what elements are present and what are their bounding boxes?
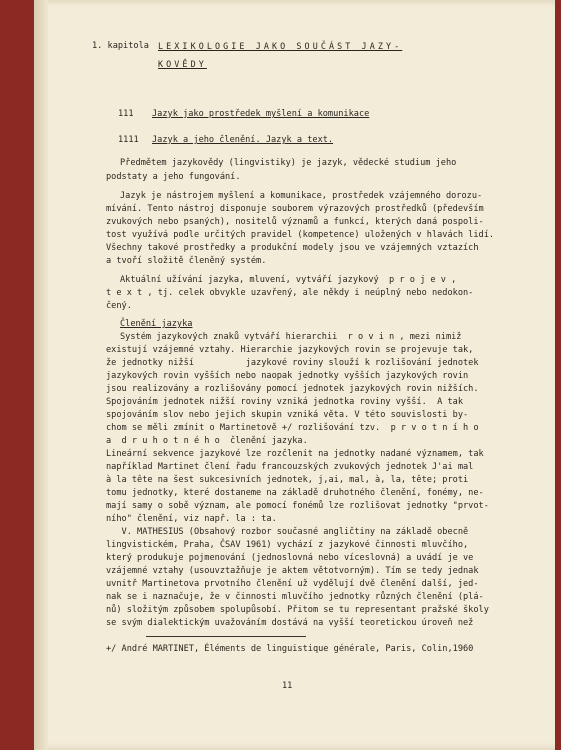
paragraph-2-line-1: Jazyk je nástrojem myšlení a komunikace, prostředek vzájemného dorozu- — [120, 191, 483, 201]
paragraph-3-line-1: Aktuální užívání jazyka, mluvení, vytváří jazykový p r o j e v , — [120, 275, 457, 285]
heading-111-number: 111 — [118, 109, 134, 119]
paragraph-4-line-11: například Martinet člení řadu francouzských zvukových jednotek J'ai mal — [106, 462, 474, 472]
paragraph-4-line-16: V. MATHESIUS (Obsahový rozbor současné angličtiny na základě obecně — [106, 527, 469, 537]
paragraph-2-line-6: a tvoří složitě členěný systém. — [106, 256, 267, 266]
paragraph-4-line-6: Spojováním jednotek nižší roviny vzniká jednotka roviny vyšší. A tak — [106, 397, 463, 407]
heading-1111-number: 1111 — [118, 135, 139, 145]
paragraph-4-line-9: a d r u h o t n é h o členění jazyka. — [106, 436, 308, 446]
section-title-cleneni-jazyka: Členění jazyka — [120, 319, 193, 329]
heading-1111-text: Jazyk a jeho členění. Jazyk a text. — [152, 135, 334, 145]
heading-111-text: Jazyk jako prostředek myšlení a komunikace — [152, 109, 370, 119]
paragraph-2-line-4: tost využívá podle určitých pravidel (kompetence) uložených v hlavách lidí. — [106, 230, 495, 240]
book-page — [34, 0, 555, 750]
paragraph-4-line-7: spojováním slov nebo jejich skupin vzniká věta. V této souvislosti by- — [106, 410, 469, 420]
paragraph-3-line-3: čený. — [106, 301, 132, 311]
chapter-title-line2: KOVĚDY — [158, 59, 207, 69]
footnote-rule — [146, 636, 306, 637]
paragraph-4-line-8: chom se měli zmínit o Martinetově +/ rozlišování tzv. p r v o t n í h o — [106, 423, 479, 433]
paragraph-3-line-2: t e x t , tj. celek obvykle uzavřený, ale někdy i neúplný nebo nedokon- — [106, 288, 474, 298]
paragraph-4-line-14: mají samy o sobě význam, ale pomocí fonémů lze rozlišovat jednotky "prvot- — [106, 501, 489, 511]
page-binding-shadow — [34, 0, 48, 750]
paragraph-2-line-2: mívání. Tento nástroj disponuje souborem výrazových prostředků (především — [106, 204, 484, 214]
paragraph-4-line-5: jsou realizovány a rozlišovány pomocí jednotek jazykových rovin nižších. — [106, 384, 479, 394]
paragraph-4-line-20: uvnitř Martinetova prvotního členění už vydělují dvě členění další, jed- — [106, 579, 479, 589]
paragraph-4-line-10: Lineární sekvence jazykové lze rozčlenit na jednotky nadané významem, tak — [106, 449, 484, 459]
paragraph-4-line-19: vzájemné vztahy (usouvztažňuje je aktem větotvorným). Tím se tedy jednak — [106, 566, 479, 576]
paragraph-4-line-17: lingvistickém, Praha, ČSAV 1961) vychází z jazykové činnosti mluvčího, — [106, 540, 469, 550]
paragraph-4-line-18: který produkuje pojmenování (jednoslovná nebo víceslovná) a uvádí je ve — [106, 553, 474, 563]
footnote: +/ André MARTINET, Éléments de linguistique générale, Paris, Colin,1960 — [106, 644, 474, 654]
chapter-prefix: 1. kapitola — [92, 41, 149, 51]
paragraph-4-line-21: nak se i naznačuje, že v činnosti mluvčího jednotky různých členění (plá- — [106, 592, 484, 602]
paragraph-4-line-13: tomu jednotky, které dostaneme na základě druhotného členění, fonémy, ne- — [106, 488, 484, 498]
paragraph-4-line-15: níhо" členění, viz např. la : ta. — [106, 514, 277, 524]
paragraph-4-line-22: nů) složitým způsobem spolupůsobí. Přitom se tu representant pražské školy — [106, 605, 489, 615]
chapter-title-line1: LEXIKOLOGIE JAKO SOUČÁST JAZY- — [158, 41, 403, 51]
paragraph-1-line-2: podstaty a jeho fungování. — [106, 172, 241, 182]
page-number: 11 — [282, 681, 293, 691]
paragraph-4-line-2: existují vzájemné vztahy. Hierarchie jazykových rovin se projevuje tak, — [106, 345, 474, 355]
paragraph-4-line-4: jazykových rovin vyšších nebo naopak jednotky vyšších jazykových rovin — [106, 371, 469, 381]
paragraph-4-line-23: se svým dialektickým uvažováním dostává na vyšší teoretickou úroveň než — [106, 618, 474, 628]
paragraph-2-line-3: zvukových nebo psaných), nositelů významů a funkcí, kterých daná pospoli- — [106, 217, 484, 227]
paragraph-2-line-5: Všechny takové prostředky a produkční modely jsou ve vzájemných vztazích — [106, 243, 479, 253]
paragraph-1-line-1: Předmětem jazykovědy (lingvistiky) je jazyk, vědecké studium jeho — [120, 158, 457, 168]
paragraph-4-line-1: Systém jazykových znaků vytváří hierarchii r o v i n , mezi nimiž — [120, 332, 462, 342]
paragraph-4-line-12: à la tête na šest sukcesivních jednotek, j,ai, mal, à, la, tête; proti — [106, 475, 469, 485]
paragraph-4-line-3: že jednotky nižší jazykové roviny slouží k rozlišování jednotek — [106, 358, 479, 368]
